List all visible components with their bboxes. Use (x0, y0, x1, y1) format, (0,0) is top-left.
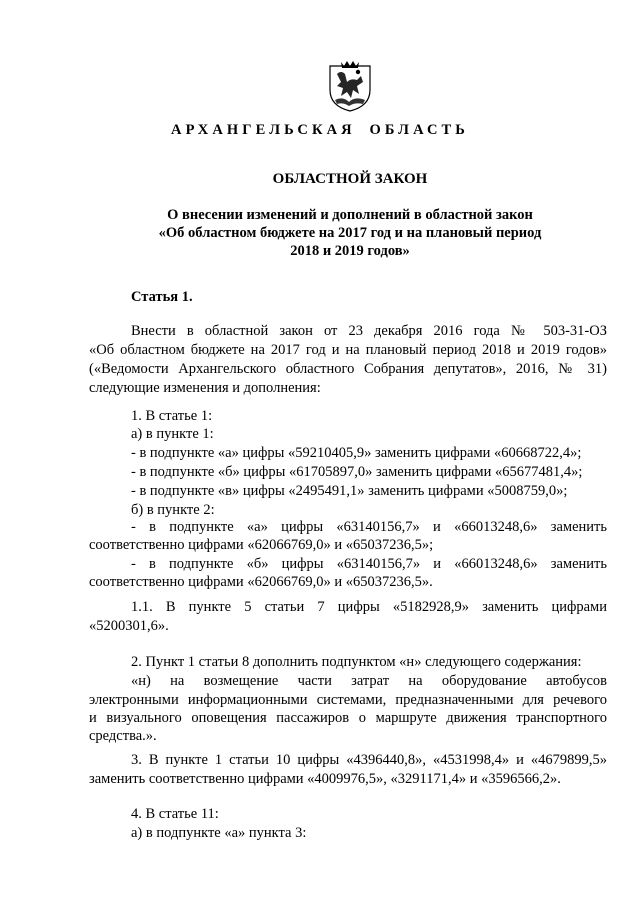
p1-sub-b: б) в пункте 2: (131, 502, 215, 518)
p1-sub-b-item-cont: соответственно цифрами «62066769,0» и «65037236,5». (89, 574, 433, 590)
p1-sub-b-item-cont: соответственно цифрами «62066769,0» и «65037236,5»; (89, 537, 434, 553)
p1-sub-b-item: - в подпункте «а» цифры «63140156,7» и «66013248,6» заменить (131, 519, 607, 535)
p2-line: средства.». (89, 728, 157, 744)
p3-line: заменить соответственно цифрами «4009976,5», «3291171,4» и «3596566,2». (89, 771, 561, 787)
law-title-line: 2018 и 2019 годов» (290, 243, 410, 259)
p1-sub-b-item: - в подпункте «б» цифры «63140156,7» и «66013248,6» заменить (131, 556, 607, 572)
law-title-line: О внесении изменений и дополнений в областной закон (167, 207, 533, 223)
law-title-line: «Об областном бюджете на 2017 год и на плановый период (158, 225, 542, 241)
article-heading: Статья 1. (131, 289, 193, 305)
p1-sub-a-item: - в подпункте «в» цифры «2495491,1» заменить цифрами «5008759,0»; (131, 483, 568, 499)
p11-line: «5200301,6». (89, 618, 169, 634)
p4-sub-a: а) в подпункте «а» пункта 3: (131, 825, 307, 841)
p2-line: и визуального оповещения пассажиров о маршруте движения транспортного (89, 710, 607, 726)
p3-line: 3. В пункте 1 статьи 10 цифры «4396440,8», «4531998,4» и «4679899,5» (131, 752, 607, 768)
p2-line: электронными информационными системами, предназначенными для речевого (89, 692, 607, 708)
p1-sub-a-item: - в подпункте «б» цифры «61705897,0» заменить цифрами «65677481,4»; (131, 464, 583, 480)
p1-heading: 1. В статье 1: (131, 408, 213, 424)
region-name: АРХАНГЕЛЬСКАЯ ОБЛАСТЬ (171, 122, 469, 138)
coat-of-arms-emblem (327, 60, 373, 112)
p2-line: «н) на возмещение части затрат на оборудование автобусов (131, 673, 607, 689)
p4-heading: 4. В статье 11: (131, 806, 219, 822)
intro-line: Внести в областной закон от 23 декабря 2016 года № 503-31-ОЗ (131, 323, 607, 339)
intro-line: «Об областном бюджете на 2017 год и на плановый период 2018 и 2019 годов» (89, 342, 607, 358)
law-title (0, 206, 640, 260)
p1-sub-a: а) в пункте 1: (131, 426, 214, 442)
p1-sub-a-item: - в подпункте «а» цифры «59210405,9» заменить цифрами «60668722,4»; (131, 445, 582, 461)
intro-line: следующие изменения и дополнения: (89, 380, 321, 396)
p2-line: 2. Пункт 1 статьи 8 дополнить подпунктом «н» следующего содержания: (131, 654, 582, 670)
law-type: ОБЛАСТНОЙ ЗАКОН (272, 171, 428, 187)
intro-line: («Ведомости Архангельского областного Собрания депутатов», 2016, № 31) (89, 361, 607, 377)
p11-line: 1.1. В пункте 5 статьи 7 цифры «5182928,9» заменить цифрами (131, 599, 607, 615)
